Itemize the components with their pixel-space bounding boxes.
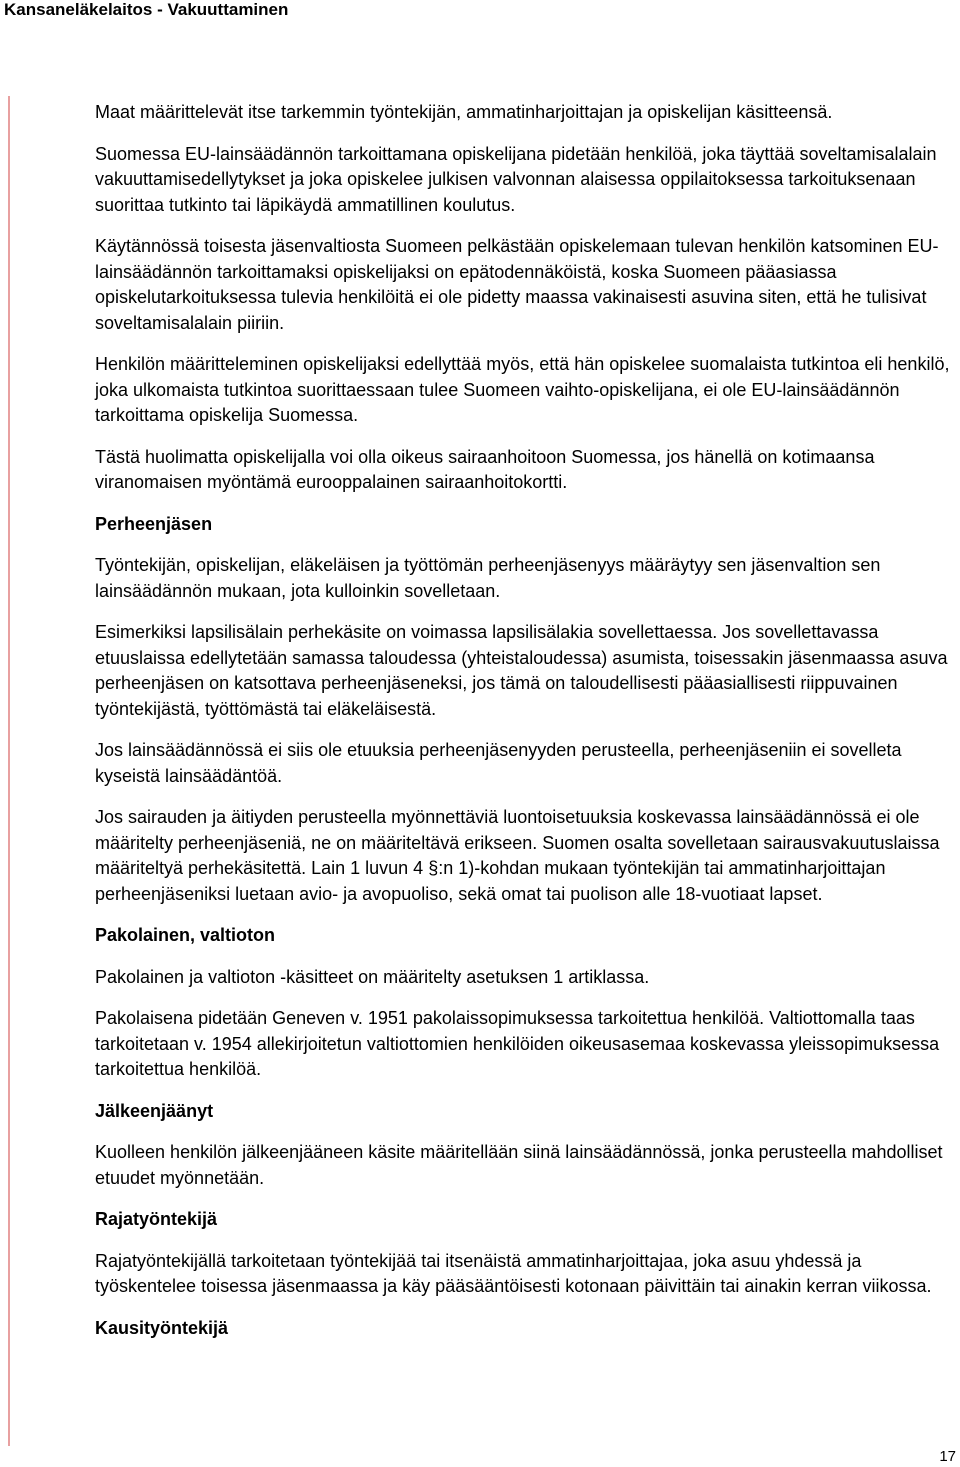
document-header-title: Kansaneläkelaitos - Vakuuttaminen [4,0,289,19]
document-body [95,100,957,1357]
paragraph: Työntekijän, opiskelijan, eläkeläisen ja työttömän perheenjäsenyys määräytyy sen jäsenvaltion sen lainsäädännön mukaan, jota kulloinkin sovelletaan. [95,555,881,601]
paragraph: Tästä huolimatta opiskelijalla voi olla oikeus sairaanhoitoon Suomessa, jos hänellä on kotimaansa viranomaisen myöntämä eurooppalainen sairaanhoitokortti. [95,446,875,492]
section-heading-rajatyontekija: Rajatyöntekijä [95,1209,218,1229]
paragraph: Jos lainsäädännössä ei siis ole etuuksia perheenjäsenyyden perusteella, perheenjäseniin ei sovelleta kyseistä lainsäädäntöä. [95,740,902,786]
section-heading-jalkeenjaanyt: Jälkeenjäänyt [95,1100,214,1121]
paragraph: Rajatyöntekijällä tarkoitetaan työntekijää tai itsenäistä ammatinharjoittajaa, joka asuu yhdessä ja työskentelee toisessa jäsenmaassa ja käy pääsääntöisesti kotonaan päivittäin tai ainakin kerran viikossa. [95,1250,932,1296]
section-heading-perheenjasen: Perheenjäsen [95,513,213,534]
paragraph: Suomessa EU-lainsäädännön tarkoittamana opiskelijana pidetään henkilöä, joka täyttää soveltamisalalain vakuuttamisedellytykset ja joka opiskelee julkisen valvonnan alaisessa oppilaitoksessa tarkoituksenaan suorittaa tutkinto tai läpikäydä ammatillinen koulutus. [95,143,937,215]
section-heading-pakolainen: Pakolainen, valtioton [95,925,276,945]
paragraph: Jos sairauden ja äitiyden perusteella myönnettäviä luontoisetuuksia koskevassa lainsäädännössä ei ole määritelty perheenjäseniä, ne on määriteltävä erikseen. Suomen osalta sovelletaan sairausvakuutuslaissa määriteltyä perhekäsitettä. Lain 1 luvun 4 §:n 1)-kohdan mukaan työntekijän tai ammatinharjoittajan perheenjäseniksi luetaan avio- ja avopuoliso, sekä omat tai puolison alle 18-vuotiaat lapset. [95,807,940,904]
page-number: 17 [939,1448,956,1465]
paragraph: Henkilön määritteleminen opiskelijaksi edellyttää myös, että hän opiskelee suomalaista tutkintoa eli henkilö, joka ulkomaista tutkintoa suorittaessaan tulee Suomeen vaihto-opiskelijana, ei ole EU-lainsäädännön tarkoittama opiskelija Suomessa. [95,354,950,425]
margin-rule [8,96,10,1446]
paragraph: Pakolainen ja valtioton -käsitteet on määritelty asetuksen 1 artiklassa. [95,966,650,987]
paragraph: Kuolleen henkilön jälkeenjääneen käsite määritellään siinä lainsäädännössä, jonka perusteella mahdolliset etuudet myönnetään. [95,1142,943,1188]
section-heading-kausityontekija: Kausityöntekijä [95,1317,229,1338]
paragraph: Esimerkiksi lapsilisälain perhekäsite on voimassa lapsilisälakia sovellettaessa. Jos sovellettavassa etuuslaissa edellytetään samassa taloudessa (yhteistaloudessa) asumista, toisessakin jäsenmaassa asuva perheenjäsen on katsottava perheenjäseneksi, jos tämä on taloudellisesti pääasiallisesti riippuvainen työntekijästä, työttömästä tai eläkeläisestä. [95,622,948,719]
paragraph: Käytännössä toisesta jäsenvaltiosta Suomeen pelkästään opiskelemaan tulevan henkilön katsominen EU-lainsäädännön tarkoittamaksi opiskelijaksi on epätodennäköistä, koska Suomeen pääasiassa opiskelutarkoituksessa tulevia henkilöitä ei ole pidetty maassa vakinaisesti asuvina siten, että he tulisivat soveltamisalalain piiriin. [95,236,939,333]
paragraph: Maat määrittelevät itse tarkemmin työntekijän, ammatinharjoittajan ja opiskelijan käsitteensä. [95,102,833,122]
paragraph: Pakolaisena pidetään Geneven v. 1951 pakolaissopimuksessa tarkoitettua henkilöä. Valtiottomalla taas tarkoitetaan v. 1954 allekirjoitetun valtiottomien henkilöiden oikeusasemaa koskevassa yleissopimuksessa tarkoitettua henkilöä. [95,1008,940,1079]
